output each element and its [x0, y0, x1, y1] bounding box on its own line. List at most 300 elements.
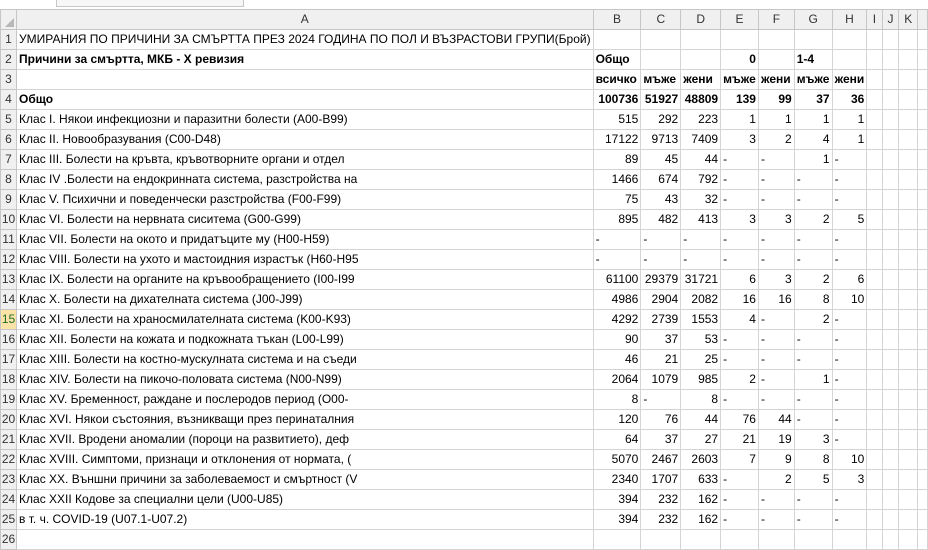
- cell-E21[interactable]: 21: [721, 430, 759, 450]
- cell-I16[interactable]: [867, 330, 882, 350]
- cell-J26[interactable]: [882, 530, 899, 550]
- cell-F10[interactable]: 3: [758, 210, 794, 230]
- cell-A12[interactable]: Клас VIII. Болести на ухото и мастоидния израстък (H60-H95: [17, 250, 594, 270]
- cell-G3[interactable]: мъже: [794, 70, 832, 90]
- cell-L3[interactable]: [918, 70, 928, 90]
- cell-B13[interactable]: 61100: [593, 270, 641, 290]
- cell-F25[interactable]: -: [758, 510, 794, 530]
- cell-D26[interactable]: [681, 530, 721, 550]
- cell-C15[interactable]: 2739: [641, 310, 681, 330]
- cell-I1[interactable]: [867, 30, 882, 50]
- cell-L23[interactable]: [918, 470, 928, 490]
- cell-A10[interactable]: Клас VI. Болести на нервната сиситема (G00-G99): [17, 210, 594, 230]
- cell-A26[interactable]: [17, 530, 594, 550]
- cell-H19[interactable]: -: [832, 390, 867, 410]
- row-header-12[interactable]: 12: [1, 250, 17, 270]
- cell-K19[interactable]: [899, 390, 918, 410]
- cell-J25[interactable]: [882, 510, 899, 530]
- cell-H14[interactable]: 10: [832, 290, 867, 310]
- cell-F19[interactable]: -: [758, 390, 794, 410]
- cell-E20[interactable]: 76: [721, 410, 759, 430]
- row-header-11[interactable]: 11: [1, 230, 17, 250]
- cell-I7[interactable]: [867, 150, 882, 170]
- cell-K18[interactable]: [899, 370, 918, 390]
- cell-H23[interactable]: 3: [832, 470, 867, 490]
- cell-J22[interactable]: [882, 450, 899, 470]
- cell-J11[interactable]: [882, 230, 899, 250]
- cell-G15[interactable]: 2: [794, 310, 832, 330]
- cell-H17[interactable]: -: [832, 350, 867, 370]
- cell-L11[interactable]: [918, 230, 928, 250]
- row-header-3[interactable]: 3: [1, 70, 17, 90]
- cell-A15[interactable]: Клас XI. Болести на храносмилателната система (K00-K93): [17, 310, 594, 330]
- row-header-8[interactable]: 8: [1, 170, 17, 190]
- cell-I18[interactable]: [867, 370, 882, 390]
- cell-G11[interactable]: -: [794, 230, 832, 250]
- cell-J15[interactable]: [882, 310, 899, 330]
- cell-A22[interactable]: Клас XVIII. Симптоми, признаци и отклонения от нормата, (: [17, 450, 594, 470]
- cell-I12[interactable]: [867, 250, 882, 270]
- cell-F14[interactable]: 16: [758, 290, 794, 310]
- cell-H20[interactable]: -: [832, 410, 867, 430]
- cell-B20[interactable]: 120: [593, 410, 641, 430]
- cell-D3[interactable]: жени: [681, 70, 721, 90]
- column-header-partial[interactable]: [918, 10, 928, 30]
- cell-C26[interactable]: [641, 530, 681, 550]
- cell-L21[interactable]: [918, 430, 928, 450]
- cell-H4[interactable]: 36: [832, 90, 867, 110]
- cell-G26[interactable]: [794, 530, 832, 550]
- cell-B19[interactable]: 8: [593, 390, 641, 410]
- cell-I4[interactable]: [867, 90, 882, 110]
- cell-E4[interactable]: 139: [721, 90, 759, 110]
- cell-G7[interactable]: 1: [794, 150, 832, 170]
- cell-K1[interactable]: [899, 30, 918, 50]
- cell-A21[interactable]: Клас XVII. Вродени аномалии (пороци на развитието), деф: [17, 430, 594, 450]
- cell-I8[interactable]: [867, 170, 882, 190]
- cell-B26[interactable]: [593, 530, 641, 550]
- row-header-17[interactable]: 17: [1, 350, 17, 370]
- cell-I11[interactable]: [867, 230, 882, 250]
- cell-L14[interactable]: [918, 290, 928, 310]
- cell-J20[interactable]: [882, 410, 899, 430]
- cell-K22[interactable]: [899, 450, 918, 470]
- cell-G21[interactable]: 3: [794, 430, 832, 450]
- cell-D13[interactable]: 31721: [681, 270, 721, 290]
- cell-G10[interactable]: 2: [794, 210, 832, 230]
- cell-G24[interactable]: -: [794, 490, 832, 510]
- cell-D9[interactable]: 32: [681, 190, 721, 210]
- cell-G20[interactable]: -: [794, 410, 832, 430]
- cell-D14[interactable]: 2082: [681, 290, 721, 310]
- cell-F21[interactable]: 19: [758, 430, 794, 450]
- cell-C20[interactable]: 76: [641, 410, 681, 430]
- cell-E16[interactable]: -: [721, 330, 759, 350]
- cell-I25[interactable]: [867, 510, 882, 530]
- cell-K26[interactable]: [899, 530, 918, 550]
- cell-H8[interactable]: -: [832, 170, 867, 190]
- cell-F8[interactable]: -: [758, 170, 794, 190]
- cell-A17[interactable]: Клас XIII. Болести на костно-мускулната система и на съеди: [17, 350, 594, 370]
- cell-J5[interactable]: [882, 110, 899, 130]
- cell-E5[interactable]: 1: [721, 110, 759, 130]
- cell-L6[interactable]: [918, 130, 928, 150]
- cell-H7[interactable]: -: [832, 150, 867, 170]
- cell-C24[interactable]: 232: [641, 490, 681, 510]
- cell-C3[interactable]: мъже: [641, 70, 681, 90]
- row-header-13[interactable]: 13: [1, 270, 17, 290]
- cell-F3[interactable]: жени: [758, 70, 794, 90]
- cell-C18[interactable]: 1079: [641, 370, 681, 390]
- cell-K20[interactable]: [899, 410, 918, 430]
- row-header-2[interactable]: 2: [1, 50, 17, 70]
- cell-B21[interactable]: 64: [593, 430, 641, 450]
- cell-I3[interactable]: [867, 70, 882, 90]
- cell-G2[interactable]: 1-4: [794, 50, 832, 70]
- cell-A25[interactable]: в т. ч. COVID-19 (U07.1-U07.2): [17, 510, 594, 530]
- cell-B16[interactable]: 90: [593, 330, 641, 350]
- cell-I15[interactable]: [867, 310, 882, 330]
- cell-L2[interactable]: [918, 50, 928, 70]
- row-header-10[interactable]: 10: [1, 210, 17, 230]
- cell-K24[interactable]: [899, 490, 918, 510]
- cell-E15[interactable]: 4: [721, 310, 759, 330]
- cell-A11[interactable]: Клас VII. Болести на окото и придатъците му (H00-H59): [17, 230, 594, 250]
- cell-K16[interactable]: [899, 330, 918, 350]
- cell-H9[interactable]: -: [832, 190, 867, 210]
- cell-J10[interactable]: [882, 210, 899, 230]
- cell-J1[interactable]: [882, 30, 899, 50]
- cell-C16[interactable]: 37: [641, 330, 681, 350]
- cell-F20[interactable]: 44: [758, 410, 794, 430]
- cell-G19[interactable]: -: [794, 390, 832, 410]
- cell-L20[interactable]: [918, 410, 928, 430]
- cell-E11[interactable]: -: [721, 230, 759, 250]
- cell-F13[interactable]: 3: [758, 270, 794, 290]
- cell-H18[interactable]: -: [832, 370, 867, 390]
- cell-C6[interactable]: 9713: [641, 130, 681, 150]
- row-header-23[interactable]: 23: [1, 470, 17, 490]
- cell-E2[interactable]: 0: [721, 50, 759, 70]
- cell-E24[interactable]: -: [721, 490, 759, 510]
- cell-K13[interactable]: [899, 270, 918, 290]
- cell-B7[interactable]: 89: [593, 150, 641, 170]
- cell-F16[interactable]: -: [758, 330, 794, 350]
- cell-L15[interactable]: [918, 310, 928, 330]
- cell-J19[interactable]: [882, 390, 899, 410]
- cell-C11[interactable]: -: [641, 230, 681, 250]
- cell-A5[interactable]: Клас I. Някои инфекциозни и паразитни болести (A00-B99): [17, 110, 594, 130]
- column-header-J[interactable]: J: [882, 10, 899, 30]
- cell-L4[interactable]: [918, 90, 928, 110]
- cell-F22[interactable]: 9: [758, 450, 794, 470]
- cell-J13[interactable]: [882, 270, 899, 290]
- row-header-18[interactable]: 18: [1, 370, 17, 390]
- cell-D12[interactable]: -: [681, 250, 721, 270]
- cell-D24[interactable]: 162: [681, 490, 721, 510]
- cell-F24[interactable]: -: [758, 490, 794, 510]
- cell-E8[interactable]: -: [721, 170, 759, 190]
- column-header-B[interactable]: B: [593, 10, 641, 30]
- cell-B4[interactable]: 100736: [593, 90, 641, 110]
- cell-K7[interactable]: [899, 150, 918, 170]
- cell-F15[interactable]: -: [758, 310, 794, 330]
- cell-I24[interactable]: [867, 490, 882, 510]
- cell-I23[interactable]: [867, 470, 882, 490]
- cell-H2[interactable]: [832, 50, 867, 70]
- row-header-6[interactable]: 6: [1, 130, 17, 150]
- cell-B25[interactable]: 394: [593, 510, 641, 530]
- cell-J6[interactable]: [882, 130, 899, 150]
- row-header-24[interactable]: 24: [1, 490, 17, 510]
- cell-I17[interactable]: [867, 350, 882, 370]
- cell-K3[interactable]: [899, 70, 918, 90]
- column-header-F[interactable]: F: [758, 10, 794, 30]
- cell-L17[interactable]: [918, 350, 928, 370]
- cell-C17[interactable]: 21: [641, 350, 681, 370]
- row-header-16[interactable]: 16: [1, 330, 17, 350]
- cell-H15[interactable]: -: [832, 310, 867, 330]
- cell-K5[interactable]: [899, 110, 918, 130]
- cell-G8[interactable]: -: [794, 170, 832, 190]
- cell-J4[interactable]: [882, 90, 899, 110]
- cell-B10[interactable]: 895: [593, 210, 641, 230]
- cell-L1[interactable]: [918, 30, 928, 50]
- cell-F5[interactable]: 1: [758, 110, 794, 130]
- cell-C21[interactable]: 37: [641, 430, 681, 450]
- row-header-21[interactable]: 21: [1, 430, 17, 450]
- row-header-14[interactable]: 14: [1, 290, 17, 310]
- cell-B24[interactable]: 394: [593, 490, 641, 510]
- cell-F4[interactable]: 99: [758, 90, 794, 110]
- cell-L7[interactable]: [918, 150, 928, 170]
- cell-G9[interactable]: -: [794, 190, 832, 210]
- row-header-7[interactable]: 7: [1, 150, 17, 170]
- cell-D22[interactable]: 2603: [681, 450, 721, 470]
- cell-B2[interactable]: Общо: [593, 50, 641, 70]
- cell-J17[interactable]: [882, 350, 899, 370]
- cell-G6[interactable]: 4: [794, 130, 832, 150]
- cell-A9[interactable]: Клас V. Психични и поведенчески разстройства (F00-F99): [17, 190, 594, 210]
- row-header-4[interactable]: 4: [1, 90, 17, 110]
- cell-L9[interactable]: [918, 190, 928, 210]
- cell-K11[interactable]: [899, 230, 918, 250]
- column-header-D[interactable]: D: [681, 10, 721, 30]
- cell-L8[interactable]: [918, 170, 928, 190]
- cell-A2[interactable]: Причини за смъртта, МКБ - Х ревизия: [17, 50, 594, 70]
- cell-A8[interactable]: Клас IV .Болести на ендокринната система, разстройства на: [17, 170, 594, 190]
- cell-C23[interactable]: 1707: [641, 470, 681, 490]
- cell-K23[interactable]: [899, 470, 918, 490]
- cell-F1[interactable]: [758, 30, 794, 50]
- cell-L16[interactable]: [918, 330, 928, 350]
- cell-E18[interactable]: 2: [721, 370, 759, 390]
- cell-L22[interactable]: [918, 450, 928, 470]
- cell-J23[interactable]: [882, 470, 899, 490]
- cell-H5[interactable]: 1: [832, 110, 867, 130]
- column-header-C[interactable]: C: [641, 10, 681, 30]
- row-header-26[interactable]: 26: [1, 530, 17, 550]
- cell-L12[interactable]: [918, 250, 928, 270]
- cell-I5[interactable]: [867, 110, 882, 130]
- cell-B15[interactable]: 4292: [593, 310, 641, 330]
- cell-H13[interactable]: 6: [832, 270, 867, 290]
- cell-E7[interactable]: -: [721, 150, 759, 170]
- cell-G23[interactable]: 5: [794, 470, 832, 490]
- cell-H11[interactable]: -: [832, 230, 867, 250]
- cell-I14[interactable]: [867, 290, 882, 310]
- row-header-5[interactable]: 5: [1, 110, 17, 130]
- cell-E14[interactable]: 16: [721, 290, 759, 310]
- cell-L26[interactable]: [918, 530, 928, 550]
- row-header-1[interactable]: 1: [1, 30, 17, 50]
- cell-F7[interactable]: -: [758, 150, 794, 170]
- cell-C5[interactable]: 292: [641, 110, 681, 130]
- cell-C7[interactable]: 45: [641, 150, 681, 170]
- cell-C1[interactable]: [641, 30, 681, 50]
- cell-C12[interactable]: -: [641, 250, 681, 270]
- cell-J24[interactable]: [882, 490, 899, 510]
- cell-I13[interactable]: [867, 270, 882, 290]
- cell-E1[interactable]: [721, 30, 759, 50]
- cell-F26[interactable]: [758, 530, 794, 550]
- cell-E22[interactable]: 7: [721, 450, 759, 470]
- cell-I21[interactable]: [867, 430, 882, 450]
- cell-C9[interactable]: 43: [641, 190, 681, 210]
- cell-B23[interactable]: 2340: [593, 470, 641, 490]
- cell-D4[interactable]: 48809: [681, 90, 721, 110]
- cell-A19[interactable]: Клас XV. Бременност, раждане и послеродов период (O00-: [17, 390, 594, 410]
- cell-E12[interactable]: -: [721, 250, 759, 270]
- cell-C19[interactable]: -: [641, 390, 681, 410]
- cell-L18[interactable]: [918, 370, 928, 390]
- cell-C14[interactable]: 2904: [641, 290, 681, 310]
- cell-K12[interactable]: [899, 250, 918, 270]
- cell-K9[interactable]: [899, 190, 918, 210]
- cell-L10[interactable]: [918, 210, 928, 230]
- cell-C13[interactable]: 29379: [641, 270, 681, 290]
- cell-D17[interactable]: 25: [681, 350, 721, 370]
- cell-F9[interactable]: -: [758, 190, 794, 210]
- cell-L25[interactable]: [918, 510, 928, 530]
- cell-A16[interactable]: Клас XII. Болести на кожата и подкожната тъкан (L00-L99): [17, 330, 594, 350]
- cell-E26[interactable]: [721, 530, 759, 550]
- cell-H21[interactable]: -: [832, 430, 867, 450]
- cell-J2[interactable]: [882, 50, 899, 70]
- cell-F2[interactable]: [758, 50, 794, 70]
- cell-D18[interactable]: 985: [681, 370, 721, 390]
- cell-J3[interactable]: [882, 70, 899, 90]
- cell-J16[interactable]: [882, 330, 899, 350]
- cell-E23[interactable]: -: [721, 470, 759, 490]
- cell-L19[interactable]: [918, 390, 928, 410]
- cell-B22[interactable]: 5070: [593, 450, 641, 470]
- cell-F23[interactable]: 2: [758, 470, 794, 490]
- row-header-9[interactable]: 9: [1, 190, 17, 210]
- cell-E25[interactable]: -: [721, 510, 759, 530]
- cell-I9[interactable]: [867, 190, 882, 210]
- cell-G5[interactable]: 1: [794, 110, 832, 130]
- cell-D25[interactable]: 162: [681, 510, 721, 530]
- cell-L13[interactable]: [918, 270, 928, 290]
- row-header-22[interactable]: 22: [1, 450, 17, 470]
- cell-F6[interactable]: 2: [758, 130, 794, 150]
- cell-J21[interactable]: [882, 430, 899, 450]
- cell-D7[interactable]: 44: [681, 150, 721, 170]
- cell-A7[interactable]: Клас III. Болести на кръвта, кръвотворните органи и отдел: [17, 150, 594, 170]
- cell-J18[interactable]: [882, 370, 899, 390]
- row-header-20[interactable]: 20: [1, 410, 17, 430]
- cell-E13[interactable]: 6: [721, 270, 759, 290]
- cell-K10[interactable]: [899, 210, 918, 230]
- cell-G13[interactable]: 2: [794, 270, 832, 290]
- cell-D19[interactable]: 8: [681, 390, 721, 410]
- cell-G4[interactable]: 37: [794, 90, 832, 110]
- cell-H24[interactable]: -: [832, 490, 867, 510]
- spreadsheet-grid[interactable]: [0, 9, 928, 550]
- cell-D10[interactable]: 413: [681, 210, 721, 230]
- cell-F18[interactable]: -: [758, 370, 794, 390]
- cell-H3[interactable]: жени: [832, 70, 867, 90]
- cell-B8[interactable]: 1466: [593, 170, 641, 190]
- cell-A1[interactable]: УМИРАНИЯ ПО ПРИЧИНИ ЗА СМЪРТТА ПРЕЗ 2024 ГОДИНА ПО ПОЛ И ВЪЗРАСТОВИ ГРУПИ(Брой): [17, 30, 594, 50]
- cell-G12[interactable]: -: [794, 250, 832, 270]
- cell-H16[interactable]: -: [832, 330, 867, 350]
- cell-G1[interactable]: [794, 30, 832, 50]
- cell-E10[interactable]: 3: [721, 210, 759, 230]
- row-header-15[interactable]: 15: [1, 310, 17, 330]
- cell-D6[interactable]: 7409: [681, 130, 721, 150]
- cell-I2[interactable]: [867, 50, 882, 70]
- cell-B5[interactable]: 515: [593, 110, 641, 130]
- cell-K17[interactable]: [899, 350, 918, 370]
- cell-D2[interactable]: [681, 50, 721, 70]
- cell-E19[interactable]: -: [721, 390, 759, 410]
- cell-K15[interactable]: [899, 310, 918, 330]
- cell-H6[interactable]: 1: [832, 130, 867, 150]
- column-header-E[interactable]: E: [721, 10, 759, 30]
- cell-J7[interactable]: [882, 150, 899, 170]
- cell-D16[interactable]: 53: [681, 330, 721, 350]
- cell-B17[interactable]: 46: [593, 350, 641, 370]
- cell-K2[interactable]: [899, 50, 918, 70]
- cell-J12[interactable]: [882, 250, 899, 270]
- cell-E3[interactable]: мъже: [721, 70, 759, 90]
- select-all-corner[interactable]: [1, 10, 17, 30]
- row-header-19[interactable]: 19: [1, 390, 17, 410]
- cell-I20[interactable]: [867, 410, 882, 430]
- cell-C4[interactable]: 51927: [641, 90, 681, 110]
- cell-B1[interactable]: [593, 30, 641, 50]
- cell-A3[interactable]: [17, 70, 594, 90]
- cell-K4[interactable]: [899, 90, 918, 110]
- cell-L24[interactable]: [918, 490, 928, 510]
- cell-G17[interactable]: -: [794, 350, 832, 370]
- cell-G22[interactable]: 8: [794, 450, 832, 470]
- cell-G25[interactable]: -: [794, 510, 832, 530]
- cell-H22[interactable]: 10: [832, 450, 867, 470]
- cell-J14[interactable]: [882, 290, 899, 310]
- cell-F11[interactable]: -: [758, 230, 794, 250]
- cell-B14[interactable]: 4986: [593, 290, 641, 310]
- cell-A6[interactable]: Клас II. Новообразувания (C00-D48): [17, 130, 594, 150]
- cell-B11[interactable]: -: [593, 230, 641, 250]
- cell-D8[interactable]: 792: [681, 170, 721, 190]
- cell-C25[interactable]: 232: [641, 510, 681, 530]
- cell-I22[interactable]: [867, 450, 882, 470]
- cell-F12[interactable]: -: [758, 250, 794, 270]
- cell-D15[interactable]: 1553: [681, 310, 721, 330]
